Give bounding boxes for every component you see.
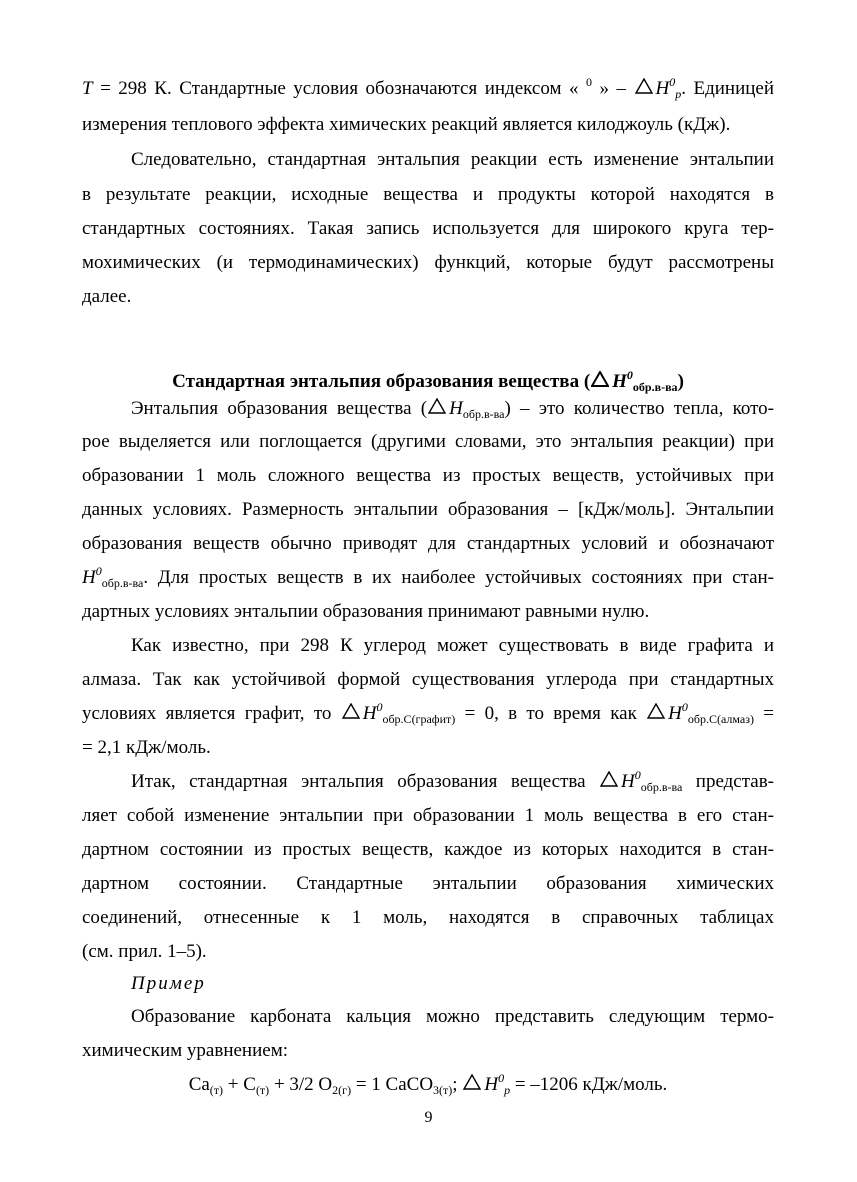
section-line-5: образования веществ обычно приводят для стандартных условий и обозначают (82, 533, 774, 554)
page-number: 9 (424, 1109, 433, 1126)
section-line-6: $H^0_{обр.в-ва}$. Для простых веществ в их наиболее устойчивых состояниях при стан- (82, 564, 774, 590)
section-heading: Стандартная энтальпия образования вещества ( $H^0_{обр.в-ва}$) (172, 368, 684, 394)
text-line-6: мохимических (и термодинамических) функций, которые будут рассмотрены (82, 252, 774, 273)
example-label: Пример (131, 973, 206, 994)
section-line-3: образовании 1 моль сложного вещества из простых веществ, устойчивых при (82, 465, 774, 486)
text-line-2: измерения теплового эффекта химических реакций является килоджоуль (кДж). (82, 114, 731, 135)
section-line-17: (см. прил. 1–5). (82, 941, 207, 962)
example-line-2: химическим уравнением: (82, 1040, 289, 1061)
text-line-7: далее. (82, 286, 132, 307)
section-line-10: условиях является графит, то $H^0_{обр.С(графит)} = 0$, в то время как $H^0_{обр.С(алмаз)}$ = (82, 700, 774, 726)
section-line-12: Итак, стандартная энтальпия образования вещества $H^0_{обр.в-ва}$ представ- (131, 768, 774, 794)
section-line-14: дартном состоянии из простых веществ, каждое из которых находится в стан- (82, 839, 774, 860)
text-line-4: в результате реакции, исходные вещества и продукты которой находятся в (82, 184, 774, 205)
section-line-16: соединений, отнесенные к 1 моль, находятся в справочных таблицах (82, 907, 774, 928)
section-line-13: ляет собой изменение энтальпии при образовании 1 моль вещества в его стан- (82, 805, 774, 826)
section-line-8: Как известно, при 298 К углерод может существовать в виде графита и (131, 635, 774, 656)
section-line-7: дартных условиях энтальпии образования принимают равными нулю. (82, 601, 650, 622)
text-line-1: T = 298 К. Стандартные условия обозначаются индексом « $^0$ » – $H^0_p$. Единицей (82, 75, 774, 101)
example-line-1: Образование карбоната кальция можно представить следующим термо- (131, 1006, 774, 1027)
section-line-9: алмаза. Так как устойчивой формой существования углерода при стандартных (82, 669, 774, 690)
section-line-4: данных условиях. Размерность энтальпии образования – [кДж/моль]. Энтальпии (82, 499, 774, 520)
text-line-5: стандартных состояниях. Такая запись используется для широкого круга тер- (82, 218, 774, 239)
equation: $Ca_{(т)} + C_{(т)} + 3/2$ $O_{2(г)} = 1$ CaCO$_{3(т)}$; $H^0_p = -1206$ кДж/моль. (188, 1071, 668, 1097)
section-line-15: дартном состоянии. Стандартные энтальпии образования химических (82, 873, 774, 894)
section-line-11: = 2,1 кДж/моль. (82, 737, 211, 758)
section-line-1: Энтальпия образования вещества ( $H_{обр.в-ва}$) – это количество тепла, кото- (131, 398, 774, 421)
section-line-2: рое выделяется или поглощается (другими словами, это энтальпия реакции) при (82, 431, 774, 452)
text-line-3: Следовательно, стандартная энтальпия реакции есть изменение энтальпии (131, 149, 774, 170)
